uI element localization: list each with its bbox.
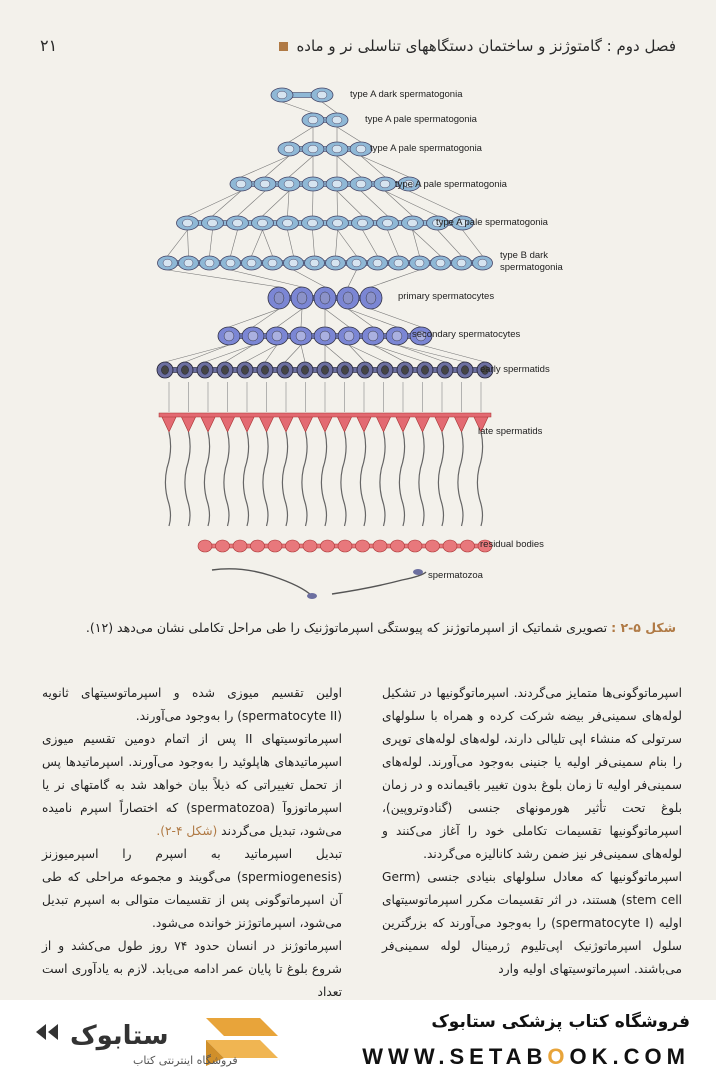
late-spermatid-tail [419, 432, 424, 526]
lineage-line [165, 345, 229, 362]
lineage-line [325, 345, 345, 362]
early-spermatid-nucleus [461, 366, 468, 375]
type-b-cell-nucleus [352, 259, 361, 267]
residual-body [338, 540, 352, 552]
primary-spermatocyte-nucleus [366, 292, 376, 304]
type-a-pale-cell-nucleus [332, 180, 342, 188]
lineage-line [322, 102, 337, 113]
lineage-line [263, 230, 273, 256]
right-paragraph-1: اسپرماتوگونی‌ها متمایز می‌گردند. اسپرماتوگونیها در تشکیل لوله‌های سمینی‌فر بیضه شرکت کرده و همراه با سلولهای سرتولی که منشاء اپی تلیالی دارند، لوله‌های لوله‌های توپری را بنام سمینی‌فر اولیه یا جنینی به‌وجود می‌آورند. لوله‌های سمینی‌فر اولیه تا زمان بلوغ بدون تغییر باقیمانده و در زمان بلوغ تحت تأثیر هورمونهای جنسی (گنادوتروپین)، اسپرماتوگونیها تقسیمات تکاملی خود را آغاز می‌کنند و لوله‌های سمینی‌فر نیز ضمن رشد کانالیزه می‌گردند. [382, 686, 682, 861]
lineage-line [338, 230, 357, 256]
type-a-pale-cell-nucleus [233, 219, 243, 227]
lineage-line [265, 156, 289, 177]
lineage-line [229, 309, 279, 327]
label-type-a-pale-1: type A pale spermatogonia [365, 114, 477, 125]
type-b-cell-nucleus [226, 259, 235, 267]
type-a-pale-cell-nucleus [380, 180, 390, 188]
lineage-line [361, 156, 409, 177]
right-column [382, 682, 682, 981]
late-spermatid-tail [224, 432, 229, 526]
left-column [42, 682, 342, 1004]
lineage-line [188, 230, 189, 256]
type-a-dark-cell-nucleus [317, 91, 327, 99]
late-spermatid-head [376, 415, 392, 432]
lineage-line [277, 309, 302, 327]
early-spermatid-nucleus [221, 366, 228, 375]
lineage-line [409, 191, 463, 216]
left-paragraph-3: تبدیل اسپرماتید به اسپرم را اسپرمیوزنز (spermiogenesis) می‌گویند و مجموعه مراحلی که طی آن اسپرماتوگونی پس از تقسیمات متوالی به اسپرم تبدیل می‌شود، اسپرماتوژنز خوانده می‌شود. [42, 847, 342, 930]
early-spermatid-nucleus [301, 366, 308, 375]
label-spermatozoa: spermatozoa [428, 570, 483, 581]
type-a-pale-cell-nucleus [284, 145, 294, 153]
lineage-line [388, 230, 399, 256]
late-spermatid-tail [185, 432, 190, 526]
residual-body [443, 540, 457, 552]
secondary-spermatocyte-nucleus [368, 331, 378, 341]
label-residual-bodies: residual bodies [480, 539, 544, 550]
late-spermatid-head [356, 415, 372, 432]
setabook-logo[interactable] [28, 1010, 298, 1070]
type-b-cell-nucleus [478, 259, 487, 267]
late-spermatid-head [454, 415, 470, 432]
lineage-line [361, 156, 385, 177]
label-type-a-pale-3: type A pale spermatogonia [395, 179, 507, 190]
residual-body [356, 540, 370, 552]
type-a-pale-cell-nucleus [308, 116, 318, 124]
lineage-line [213, 191, 242, 216]
residual-body [198, 540, 212, 552]
lineage-line [231, 230, 238, 256]
lineage-line [289, 127, 313, 142]
lineage-line [168, 270, 280, 287]
late-spermatid-head [239, 415, 255, 432]
left-paragraph-1: اولین تقسیم میوزی شده و اسپرماتوسیتهای ثانویه (spermatocyte II) را به‌وجود می‌آورند. [42, 686, 342, 723]
late-spermatid-head [395, 415, 411, 432]
late-spermatid-head [317, 415, 333, 432]
type-a-pale-cell-nucleus [356, 180, 366, 188]
figure-reference-link[interactable]: (شکل ۴-۲). [156, 824, 218, 838]
late-spermatid-head [220, 415, 236, 432]
late-spermatid-head [337, 415, 353, 432]
label-early-spermatids: early spermatids [480, 364, 550, 375]
late-spermatid-head [434, 415, 450, 432]
lineage-line [313, 191, 314, 216]
residual-body [216, 540, 230, 552]
early-spermatid-nucleus [341, 366, 348, 375]
type-b-cell-nucleus [331, 259, 340, 267]
early-spermatid-nucleus [261, 366, 268, 375]
primary-spermatocyte-nucleus [297, 292, 307, 304]
type-a-pale-cell-nucleus [358, 219, 368, 227]
late-spermatid-head [415, 415, 431, 432]
site-url-prefix: WWW.SETAB [362, 1044, 548, 1069]
late-spermatid-bridge [159, 413, 491, 417]
lineage-line [373, 345, 405, 362]
type-a-pale-cell-nucleus [260, 180, 270, 188]
spermatogenesis-figure [150, 80, 620, 610]
lineage-line [348, 309, 397, 327]
primary-spermatocyte-nucleus [274, 292, 284, 304]
lineage-line [252, 230, 263, 256]
lineage-line [337, 127, 361, 142]
secondary-spermatocyte-nucleus [224, 331, 234, 341]
label-late-spermatids: late spermatids [478, 426, 543, 437]
type-b-cell-nucleus [373, 259, 382, 267]
type-a-pale-cell-nucleus [308, 219, 318, 227]
type-b-cell-nucleus [268, 259, 277, 267]
lineage-line [397, 345, 445, 362]
lineage-line [188, 191, 242, 216]
lineage-line [301, 345, 305, 362]
late-spermatid-tail [380, 432, 385, 526]
early-spermatid-nucleus [201, 366, 208, 375]
type-a-pale-cell-nucleus [356, 145, 366, 153]
lineage-line [210, 230, 213, 256]
secondary-spermatocyte-nucleus [272, 331, 282, 341]
label-type-b-dark: type B dark [500, 250, 549, 261]
late-spermatid-tail [302, 432, 307, 526]
primary-spermatocyte-nucleus [320, 292, 330, 304]
store-banner [0, 1000, 716, 1079]
late-spermatid-head [161, 415, 177, 432]
late-spermatid-tail [341, 432, 346, 526]
label-type-b-spermatogonia: spermatogonia [500, 262, 563, 273]
secondary-spermatocyte-nucleus [392, 331, 402, 341]
secondary-spermatocyte-nucleus [344, 331, 354, 341]
caption-number: شکل ۵-۲ : [611, 620, 676, 635]
residual-body [321, 540, 335, 552]
type-b-cell-nucleus [310, 259, 319, 267]
early-spermatid-nucleus [161, 366, 168, 375]
early-spermatid-nucleus [321, 366, 328, 375]
site-url-o: O [547, 1044, 570, 1069]
residual-body [268, 540, 282, 552]
late-spermatid-tail [165, 432, 170, 526]
type-b-cell-nucleus [415, 259, 424, 267]
lineage-line [294, 270, 326, 287]
spermatozoon-head [307, 593, 317, 599]
type-a-pale-cell-nucleus [333, 219, 343, 227]
residual-body [286, 540, 300, 552]
early-spermatid-nucleus [421, 366, 428, 375]
residual-body [251, 540, 265, 552]
type-b-cell-nucleus [184, 259, 193, 267]
lineage-line [337, 191, 338, 216]
type-a-pale-cell-nucleus [332, 145, 342, 153]
late-spermatid-tail [204, 432, 209, 526]
residual-body [373, 540, 387, 552]
lineage-line [361, 191, 388, 216]
late-spermatid-tail [438, 432, 443, 526]
shop-name: فروشگاه کتاب پزشکی ستابوک [431, 1012, 690, 1032]
left-paragraph-2 [42, 728, 342, 843]
lineage-line [263, 191, 290, 216]
label-type-a-pale-4: type A pale spermatogonia [436, 217, 548, 228]
lineage-line [288, 191, 290, 216]
late-spermatid-tail [399, 432, 404, 526]
spermatozoon-head [413, 569, 423, 575]
lineage-line [282, 102, 313, 113]
lineage-line [385, 191, 438, 216]
lineage-line [413, 230, 420, 256]
page-number: ۲۱ [40, 36, 58, 55]
lineage-line [265, 345, 277, 362]
type-a-pale-cell-nucleus [284, 180, 294, 188]
type-a-pale-cell-nucleus [308, 180, 318, 188]
lineage-line [337, 156, 361, 177]
type-a-pale-cell-nucleus [408, 219, 418, 227]
secondary-spermatocyte-nucleus [248, 331, 258, 341]
residual-body [233, 540, 247, 552]
secondary-spermatocyte-nucleus [296, 331, 306, 341]
lineage-line [285, 345, 301, 362]
late-spermatid-tail [321, 432, 326, 526]
label-primary-spermatocytes: primary spermatocytes [398, 291, 495, 302]
lineage-line [231, 270, 303, 287]
lineage-line [241, 156, 289, 177]
residual-body [391, 540, 405, 552]
type-a-pale-cell-nucleus [236, 180, 246, 188]
early-spermatid-nucleus [281, 366, 288, 375]
site-url-suffix: OK.COM [569, 1044, 690, 1069]
type-a-pale-cell-nucleus [332, 116, 342, 124]
lineage-line [313, 230, 315, 256]
caption-text: تصویری شماتیک از اسپرماتوژنز که پیوستگی اسپرماتوژنیک را طی مراحل تکاملی نشان می‌دهد (۱۲). [85, 620, 608, 635]
lineage-line [371, 309, 421, 327]
lineage-line [289, 156, 313, 177]
right-paragraph-2: اسپرماتوگونیها که معادل سلولهای بنیادی جنسی (Germ stem cell) هستند، در اثر تقسیمات مکرر اسپرماتوسیتهای اولیه (spermatocyte I) را به‌وجود می‌آورند که بزرگترین سلول اسپرماتوژنیک اپی‌تلیوم ژرمینال لوله سمینی‌فر می‌باشند. اسپرماتوسیتهای اولیه وارد [382, 870, 683, 976]
lineage-line [413, 230, 441, 256]
primary-spermatocyte-nucleus [343, 292, 353, 304]
lineage-line [245, 345, 277, 362]
early-spermatid-nucleus [401, 366, 408, 375]
lineage-line [168, 230, 188, 256]
type-a-pale-cell-nucleus [208, 219, 218, 227]
late-spermatid-head [181, 415, 197, 432]
lineage-line [301, 309, 302, 327]
lineage-line [185, 345, 229, 362]
late-spermatid-head [298, 415, 314, 432]
left-paragraph-2-text: اسپرماتوسیتهای II پس از اتمام دومین تقسیم میوزی اسپرماتیدهای هاپلوئید را به‌وجود می‌آورند. اسپرماتیدها پس از تحمل تغییراتی که ذیلاً بیان خواهد شد به گامتهای نر یا اسپرماتوزوآ (spermatozoa) که اختصاراً اسپرم نامیده می‌شود، تبدیل می‌گردند [42, 732, 342, 838]
page-header [30, 32, 676, 60]
residual-body [303, 540, 317, 552]
residual-body [461, 540, 475, 552]
label-type-a-pale-2: type A pale spermatogonia [370, 143, 482, 154]
late-spermatid-tail [360, 432, 365, 526]
late-spermatid-tail [282, 432, 287, 526]
residual-body [408, 540, 422, 552]
figure-caption [40, 620, 676, 635]
type-b-cell-nucleus [247, 259, 256, 267]
type-a-dark-cell-nucleus [277, 91, 287, 99]
logo-text: ستابوک [70, 1021, 169, 1051]
label-secondary-spermatocytes: secondary spermatocytes [412, 329, 521, 340]
left-paragraph-4: اسپرماتوژنز در انسان حدود ۷۴ روز طول می‌کشد و از شروع بلوغ تا پایان عمر ادامه می‌یابد. لازم به یادآوری است تعداد [42, 939, 342, 999]
late-spermatid-head [278, 415, 294, 432]
late-spermatid-tail [243, 432, 248, 526]
lineage-line [288, 230, 294, 256]
logo-subtitle: فروشگاه اینترنتی کتاب [133, 1054, 238, 1067]
lineage-line [371, 270, 420, 287]
lineage-line [349, 345, 365, 362]
lineage-line [373, 345, 425, 362]
late-spermatid-tail [477, 432, 482, 526]
late-spermatid-head [200, 415, 216, 432]
site-url[interactable] [362, 1044, 690, 1070]
lineage-line [348, 270, 357, 287]
early-spermatid-nucleus [241, 366, 248, 375]
lineage-line [348, 309, 373, 327]
type-b-cell-nucleus [394, 259, 403, 267]
type-b-cell-nucleus [163, 259, 172, 267]
type-b-cell-nucleus [205, 259, 214, 267]
late-spermatid-tail [263, 432, 268, 526]
type-a-pale-cell-nucleus [383, 219, 393, 227]
lineage-line [253, 309, 279, 327]
spermatogenesis-diagram [150, 80, 620, 610]
lineage-line [463, 230, 483, 256]
type-b-cell-nucleus [436, 259, 445, 267]
residual-body [426, 540, 440, 552]
late-spermatid-tail [458, 432, 463, 526]
type-a-pale-cell-nucleus [183, 219, 193, 227]
spermatozoon-tail [212, 569, 312, 596]
spermatozoon-tail [332, 572, 426, 594]
type-b-cell-nucleus [457, 259, 466, 267]
header-square-icon [279, 42, 288, 51]
lineage-line [336, 230, 338, 256]
secondary-spermatocyte-nucleus [320, 331, 330, 341]
type-a-pale-cell-nucleus [258, 219, 268, 227]
early-spermatid-nucleus [381, 366, 388, 375]
lineage-line [349, 345, 385, 362]
type-a-pale-cell-nucleus [283, 219, 293, 227]
chapter-title: فصل دوم : گامتوژنز و ساختمان دستگاههای تناسلی نر و ماده [296, 37, 676, 55]
lineage-line [363, 230, 378, 256]
early-spermatid-nucleus [181, 366, 188, 375]
lineage-line [385, 191, 413, 216]
late-spermatid-head [259, 415, 275, 432]
lineage-line [337, 191, 363, 216]
lineage-line [438, 230, 462, 256]
early-spermatid-nucleus [441, 366, 448, 375]
lineage-line [238, 191, 266, 216]
type-a-pale-cell-nucleus [308, 145, 318, 153]
label-type-a-dark: type A dark spermatogonia [350, 89, 463, 100]
type-b-cell-nucleus [289, 259, 298, 267]
early-spermatid-nucleus [361, 366, 368, 375]
lineage-line [325, 309, 349, 327]
